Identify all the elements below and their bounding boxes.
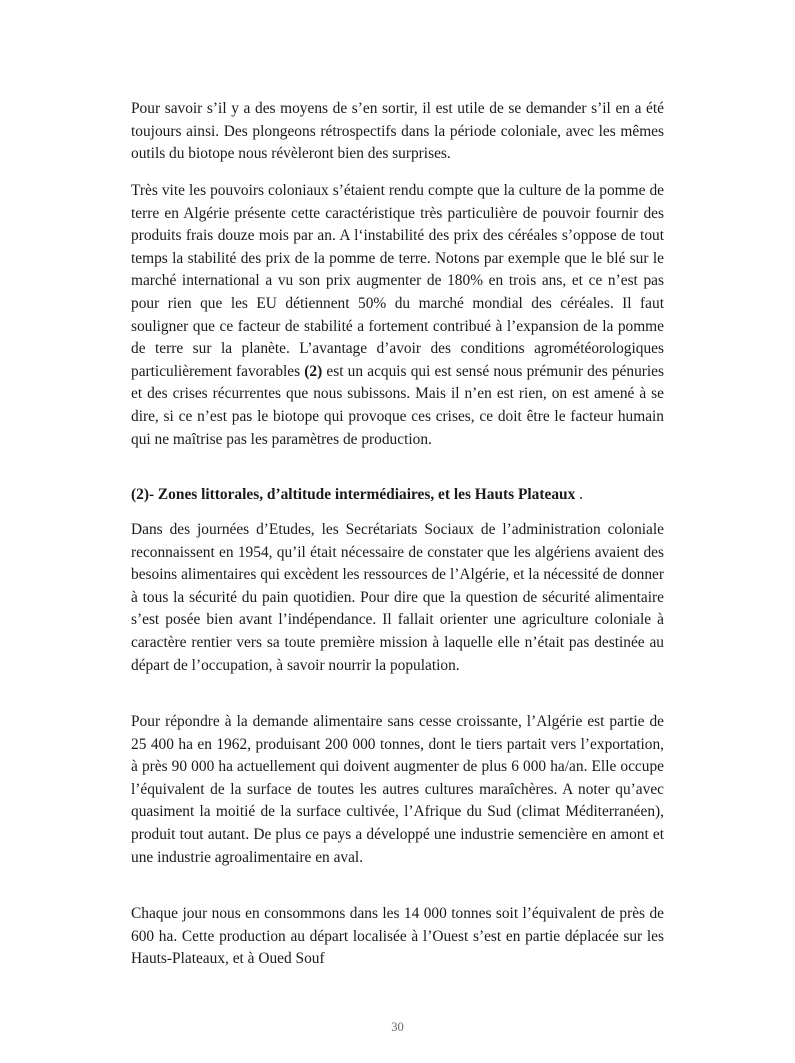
paragraph-colonial-stability-part1: Très vite les pouvoirs coloniaux s’étaient rendu compte que la culture de la pomme de terre en Algérie présente cette caractéristique très particulière de pouvoir fournir des produits frais douze mois par an. A l‘instabilité des prix des céréales s’oppose de tout temps la stabilité des prix de la pomme de terre. Notons par exemple que le blé sur le marché international a vu son prix augmenter de 180% en trois ans, et ce n’est pas pour rien que les EU détiennent 50% du marché mondial des céréales. Il faut souligner que ce facteur de stabilité a fortement contribué à l’expansion de la pomme de terre sur la planète. L’avantage d’avoir des conditions agrométéorologiques particulièrement favorables <box>131 182 664 380</box>
section-heading-text: (2)- Zones littorales, d’altitude intermédiaires, et les Hauts Plateaux <box>131 486 576 503</box>
section-heading <box>131 484 671 507</box>
footnote-reference: (2) <box>304 362 323 380</box>
paragraph-colonial-stability <box>131 180 664 451</box>
page-number: 30 <box>391 1020 404 1034</box>
paragraph-daily-consumption: Chaque jour nous en consommons dans les 14 000 tonnes soit l’équivalent de près de 600 ha. Cette production au départ localisée à l’Ouest s’est en partie déplacée sur les Hauts-Plateaux, et à Oued Souf <box>131 905 664 968</box>
paragraph-food-security: Dans des journées d’Etudes, les Secrétariats Sociaux de l’administration coloniale reconnaissent en 1954, qu’il était nécessaire de constater que les algériens avaient des besoins alimentaires qui excèdent les ressources de l’Algérie, et la nécessité de donner à tous la sécurité du pain quotidien. Pour dire que la question de sécurité alimentaire s’est posée bien avant l’indépendance. Il fallait orienter une agriculture coloniale à caractère rentier vers sa toute première mission à laquelle elle n’était pas destinée au départ de l’occupation, à savoir nourrir la population. <box>131 521 664 674</box>
paragraph-surface-growth: Pour répondre à la demande alimentaire sans cesse croissante, l’Algérie est partie de 25 400 ha en 1962, produisant 200 000 tonnes, dont le tiers partait vers l’exportation, à près 90 000 ha actuellement qui doivent augmenter de plus 6 000 ha/an. Elle occupe l’équivalent de la surface de toutes les autres cultures maraîchères. A noter qu’avec quasiment la moitié de la surface cultivée, l’Afrique du Sud (climat Méditerranéen), produit tout autant. De plus ce pays a développé une industrie semencière en amont et une industrie agroalimentaire en aval. <box>131 713 664 866</box>
paragraph-intro: Pour savoir s’il y a des moyens de s’en sortir, il est utile de se demander s’il en a été toujours ainsi. Des plongeons rétrospectifs dans la période coloniale, avec les mêmes outils du biotope nous révèleront bien des surprises. <box>131 100 664 163</box>
section-heading-suffix: . <box>575 486 583 503</box>
paragraph-colonial-stability-part2: est un acquis qui est sensé nous prémunir des pénuries et des crises récurrentes que nous subissons. Mais il n’en est rien, on est amené à se dire, si ce n’est pas le biotope qui provoque ces crises, ce doit être le facteur humain qui ne maîtrise pas les paramètres de production. <box>131 362 664 448</box>
